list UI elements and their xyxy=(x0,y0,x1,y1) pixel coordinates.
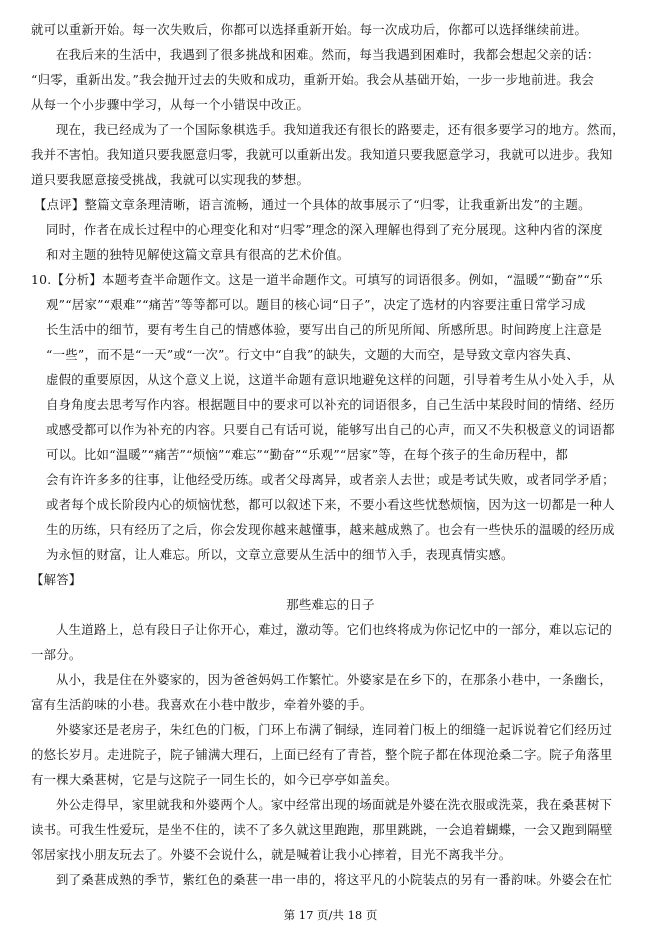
body-line: 现在，我已经成为了一个国际象棋选手。我知道我还有很长的路要走，还有很多要学习的地方。然而， xyxy=(56,122,625,137)
body-line: 就可以重新开始。每一次失败后，你都可以选择重新开始。每一次成功后，你都可以选择继续前进。 xyxy=(31,22,588,37)
essay-title: 那些难忘的日子 xyxy=(286,597,375,612)
essay-line: 富有生活韵味的小巷。我喜欢在小巷中散步，牵着外婆的手。 xyxy=(31,697,373,712)
essay-line: 人生道路上，总有段日子让你开心，难过，激动等。它们也终将成为你记忆中的一部分，难以忘记的 xyxy=(56,622,613,637)
essay-line: 外婆家还是老房子，朱红色的门板，门环上布满了铜绿，连同着门板上的细缝一起诉说着它们经历过 xyxy=(56,722,613,737)
comment-line: 同时，作者在成长过程中的心理变化和对“归零”理念的深入理解也得到了充分展现。这种内省的深度 xyxy=(46,222,603,237)
essay-line: 读书。可我生性爱玩，是坐不住的，读不了多久就这里跑跑，那里跳跳，一会追着蝴蝶，一会又跑到隔壁 xyxy=(31,822,613,837)
analysis-line: 观”“居家”“艰难”“痛苦”等等都可以。题目的核心词“日子”，决定了选材的内容要注重日常学习成 xyxy=(46,297,586,312)
analysis-line: 可以。比如“温暖”“痛苦”“烦恼”“难忘”“勤奋”“乐观”“居家”等，在每个孩子的生命历程中，都 xyxy=(46,447,568,462)
analysis-line: 或者每个成长阶段内心的烦恼忧愁，都可以叙述下来，不要小看这些忧愁烦恼，因为这一切都是一种人 xyxy=(46,497,615,512)
analysis-line: 为永恒的财富，让人难忘。所以，文章立意要从生活中的细节入手，表现真情实感。 xyxy=(46,547,514,562)
analysis-line: 虚假的重要原因，从这个意义上说，这道半命题有意识地避免这样的问题，引导着考生从小处入手，从 xyxy=(46,372,615,387)
analysis-line: 自身角度去思考写作内容。根据题目中的要求可以补充的词语很多，自己生活中某段时间的情绪、经历 xyxy=(46,397,615,412)
essay-line: 到了桑葚成熟的季节，紫红色的桑葚一串一串的，将这平凡的小院装点的另有一番韵味。外婆会在忙 xyxy=(56,872,613,887)
comment-line: 【点评】整篇文章条理清晰，语言流畅，通过一个具体的故事展示了“归零，让我重新出发”的主题。 xyxy=(34,197,591,212)
analysis-line: 生的历练，只有经历了之后，你会发现你越来越懂事，越来越成熟了。也会有一些快乐的温暖的经历成 xyxy=(46,522,615,537)
page-footer: 第 17 页/共 18 页 xyxy=(283,908,378,922)
analysis-line: 10.【分析】本题考查半命题作文。这是一道半命题作文。可填写的词语很多。例如，“温暖”“勤奋”“乐 xyxy=(31,272,603,287)
analysis-line: 长生活中的细节，要有考生自己的情感体验，要写出自己的所见所闻、所感所思。时间跨度上注意是 xyxy=(46,322,603,337)
body-line: 从每一个小步骤中学习，从每一个小错误中改正。 xyxy=(31,97,310,112)
analysis-line: 会有许许多多的往事，让他经受历练。或者父母离异，或者亲人去世；或是考试失败，或者同学矛盾； xyxy=(46,472,615,487)
analysis-line: “一些”，而不是“一天”或“一次”。行文中“自我”的缺失，文题的大而空，是导致文章内容失真、 xyxy=(46,347,580,362)
comment-line: 和对主题的独特见解使这篇文章具有很高的艺术价值。 xyxy=(46,247,350,262)
body-line: “归零，重新出发。”我会抛开过去的失败和成功，重新开始。我会从基础开始，一步一步地前进。我会 xyxy=(31,72,595,87)
essay-line: 一部分。 xyxy=(31,647,82,662)
essay-line: 邻居家找小朋友玩去了。外婆不会说什么，就是喊着让我小心摔着，目光不离我半分。 xyxy=(31,847,512,862)
essay-line: 的悠长岁月。走进院子，院子铺满大理石，上面已经有了青苔，整个院子都在体现沧桑二字。院子角落里 xyxy=(31,747,613,762)
analysis-line: 或感受都可以作为补充的内容。只要自己有话可说，能够写出自己的心声，而又不失积极意义的词语都 xyxy=(46,422,615,437)
essay-line: 外公走得早，家里就我和外婆两个人。家中经常出现的场面就是外婆在洗衣服或洗菜，我在桑葚树下 xyxy=(56,797,613,812)
body-line: 在我后来的生活中，我遇到了很多挑战和困难。然而，每当我遇到困难时，我都会想起父亲的话： xyxy=(56,47,600,62)
essay-line: 有一棵大桑葚树，它是与这院子一同生长的，如今已亭亭如盖矣。 xyxy=(31,772,398,787)
answer-heading: 【解答】 xyxy=(31,572,82,587)
essay-line: 从小，我是住在外婆家的，因为爸爸妈妈工作繁忙。外婆家是在乡下的，在那条小巷中，一条幽长， xyxy=(56,672,613,687)
body-line: 道只要我愿意接受挑战，我就可以实现我的梦想。 xyxy=(31,172,310,187)
body-line: 我并不害怕。我知道只要我愿意归零，我就可以重新出发。我知道只要我愿意学习，我就可以进步。我知 xyxy=(31,147,613,162)
